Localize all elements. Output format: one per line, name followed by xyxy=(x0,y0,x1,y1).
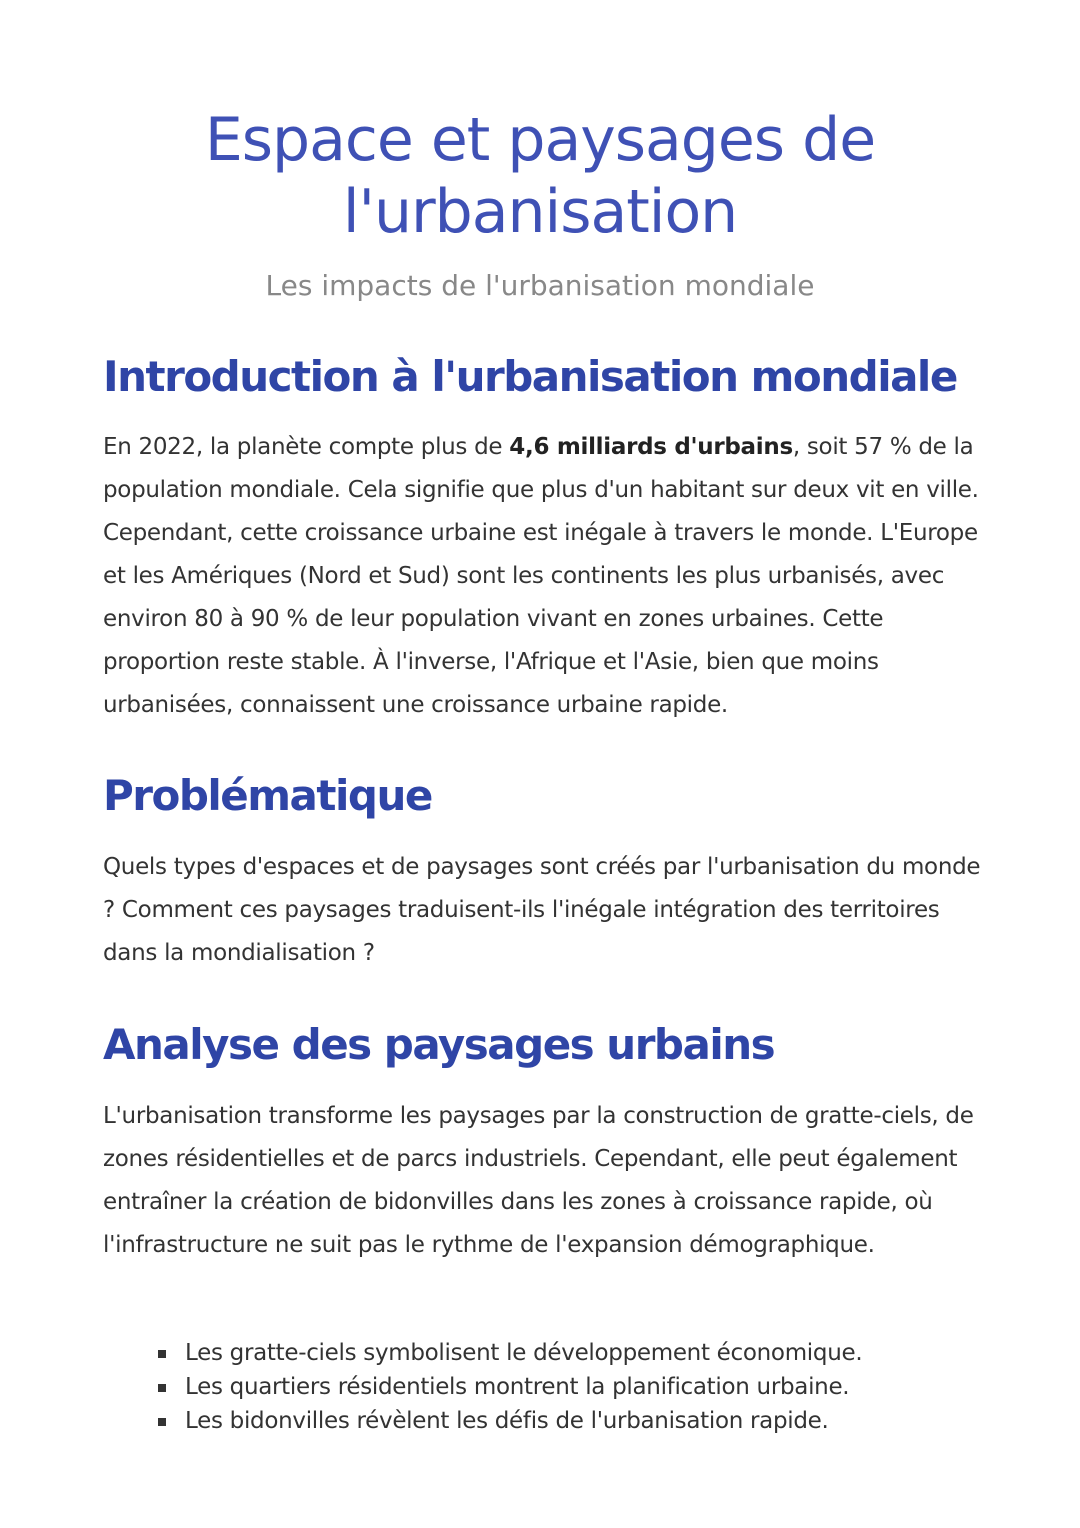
analyse-bullet-list xyxy=(158,1336,998,1438)
section-heading-problematique: Problématique xyxy=(103,771,432,820)
list-item xyxy=(158,1370,998,1404)
introduction-paragraph xyxy=(103,426,983,727)
list-item xyxy=(158,1336,998,1370)
urban-population-highlight: 4,6 milliards d'urbains xyxy=(509,434,793,460)
problematique-paragraph: Quels types d'espaces et de paysages sont créés par l'urbanisation du monde ? Comment ces paysages traduisent-ils l'inégale intégration des territoires dans la mondialisation ? xyxy=(103,854,981,966)
introduction-text-end: , soit 57 % de la population mondiale. Cela signifie que plus d'un habitant sur deux vit en ville. Cependant, cette croissance urbaine est inégale à travers le monde. L'Europe et les Amériques (Nord et Sud) sont les continents les plus urbanisés, avec environ 80 à 90 % de leur population vivant en zones urbaines. Cette proportion reste stable. À l'inverse, l'Afrique et l'Asie, bien que moins urbanisées, connaissent une croissance urbaine rapide. xyxy=(103,434,979,718)
analyse-paragraph: L'urbanisation transforme les paysages par la construction de gratte-ciels, de zones résidentielles et de parcs industriels. Cependant, elle peut également entraîner la création de bidonvilles dans les zones à croissance rapide, où l'infrastructure ne suit pas le rythme de l'expansion démographique. xyxy=(103,1103,974,1258)
square-bullet-icon xyxy=(158,1418,166,1426)
square-bullet-icon xyxy=(158,1384,166,1392)
section-heading-analyse: Analyse des paysages urbains xyxy=(103,1020,775,1069)
list-item-text: Les quartiers résidentiels montrent la planification urbaine. xyxy=(185,1374,850,1400)
page-title: Espace et paysages de l'urbanisation xyxy=(204,105,876,247)
list-item xyxy=(158,1404,998,1438)
introduction-text-start: En 2022, la planète compte plus de xyxy=(103,434,510,460)
list-item-text: Les bidonvilles révèlent les défis de l'urbanisation rapide. xyxy=(185,1408,829,1434)
section-heading-introduction: Introduction à l'urbanisation mondiale xyxy=(103,352,957,401)
list-item-text: Les gratte-ciels symbolisent le développement économique. xyxy=(185,1340,863,1366)
page-subtitle: Les impacts de l'urbanisation mondiale xyxy=(265,269,815,302)
square-bullet-icon xyxy=(158,1350,166,1358)
